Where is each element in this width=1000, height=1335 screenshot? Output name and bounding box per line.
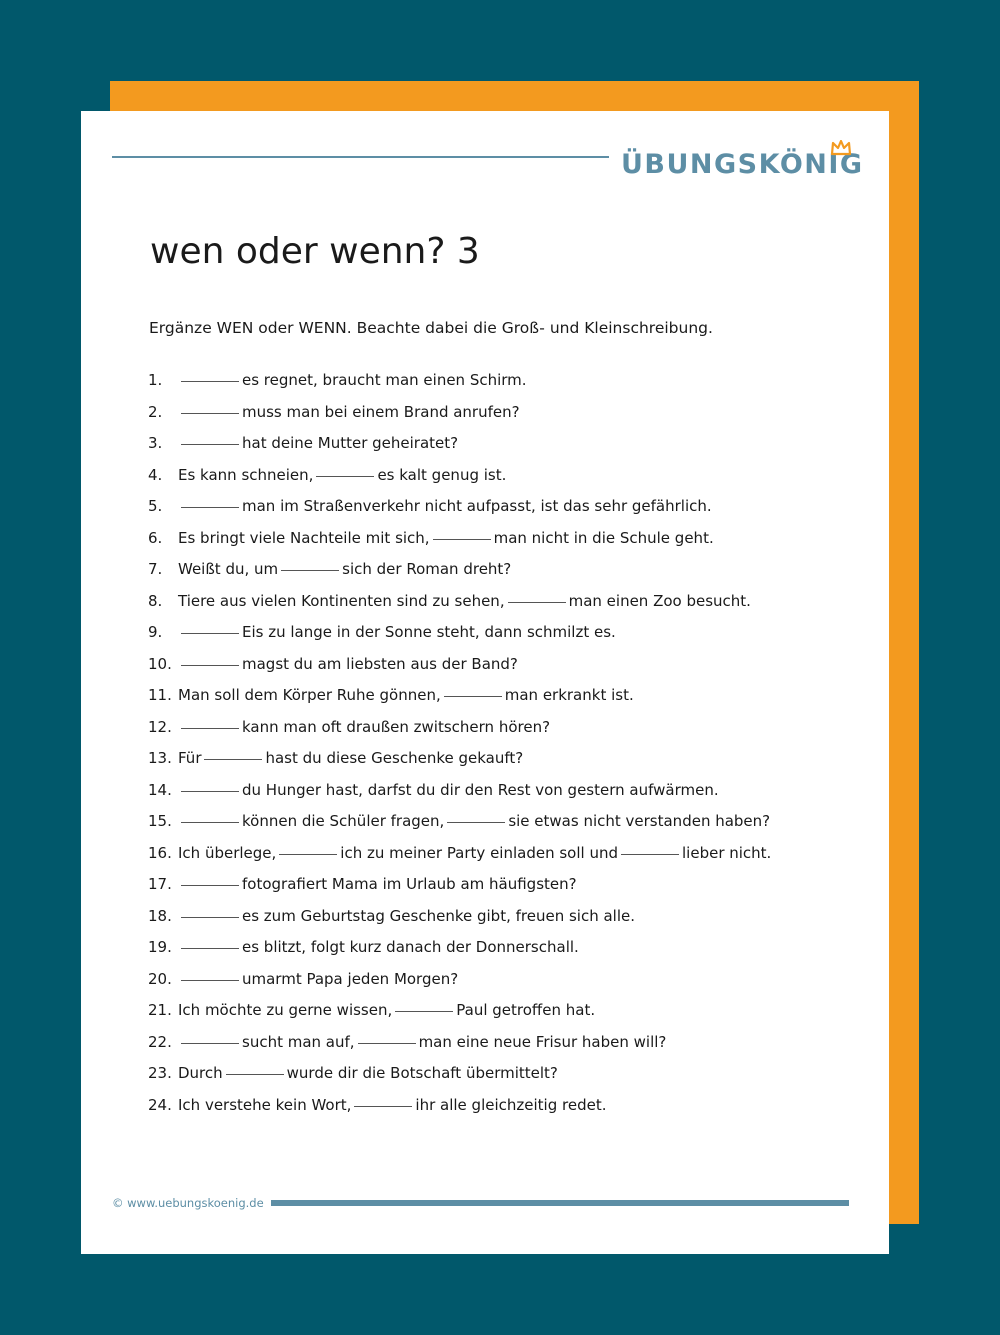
crown-icon bbox=[831, 140, 851, 156]
exercise-number: 3. bbox=[148, 434, 163, 452]
exercise-text: hat deine Mutter geheiratet? bbox=[242, 434, 459, 452]
exercise-text: man einen Zoo besucht. bbox=[568, 591, 751, 610]
footer-url: © www.uebungskoenig.de bbox=[112, 1196, 264, 1210]
exercise-item bbox=[148, 936, 771, 968]
exercise-number: 16. bbox=[148, 843, 172, 862]
exercise-text: man nicht in die Schule geht. bbox=[493, 528, 714, 547]
answer-blank[interactable] bbox=[354, 1105, 412, 1107]
answer-blank[interactable] bbox=[358, 1042, 416, 1044]
exercise-text: fotografiert Mama im Urlaub am häufigsten? bbox=[242, 875, 577, 893]
exercise-text: es regnet, braucht man einen Schirm. bbox=[242, 371, 527, 389]
exercise-text: man eine neue Frisur haben will? bbox=[418, 1032, 667, 1051]
answer-blank[interactable] bbox=[181, 632, 239, 634]
exercise-number: 24. bbox=[148, 1095, 172, 1114]
answer-blank[interactable] bbox=[181, 821, 239, 823]
brand-name: ÜBUNGSKÖNIG bbox=[621, 149, 864, 180]
answer-blank[interactable] bbox=[181, 1042, 239, 1044]
exercise-text: wurde dir die Botschaft übermittelt? bbox=[286, 1064, 558, 1082]
answer-blank[interactable] bbox=[621, 853, 679, 855]
exercise-item bbox=[148, 716, 771, 748]
exercise-text: Für bbox=[178, 749, 202, 767]
answer-blank[interactable] bbox=[204, 758, 262, 760]
exercise-item bbox=[148, 1031, 771, 1063]
exercise-text: können die Schüler fragen, bbox=[242, 812, 445, 830]
exercise-item bbox=[148, 527, 771, 559]
header-rule bbox=[112, 156, 609, 158]
exercise-number: 2. bbox=[148, 402, 163, 421]
exercise-item bbox=[148, 905, 771, 937]
exercise-text: ich zu meiner Party einladen soll und bbox=[340, 843, 618, 862]
exercise-number: 15. bbox=[148, 812, 172, 830]
exercise-number: 19. bbox=[148, 938, 172, 956]
exercise-number: 5. bbox=[148, 497, 163, 515]
exercise-number: 11. bbox=[148, 686, 172, 704]
exercise-number: 4. bbox=[148, 465, 163, 484]
exercise-item bbox=[148, 842, 771, 874]
exercise-text: ihr alle gleichzeitig redet. bbox=[415, 1095, 607, 1114]
answer-blank[interactable] bbox=[281, 569, 339, 571]
answer-blank[interactable] bbox=[181, 884, 239, 886]
exercise-number: 20. bbox=[148, 969, 172, 988]
exercise-item bbox=[148, 621, 771, 653]
exercise-text: muss man bei einem Brand anrufen? bbox=[242, 402, 520, 421]
exercise-text: Man soll dem Körper Ruhe gönnen, bbox=[178, 686, 441, 704]
exercise-number: 6. bbox=[148, 528, 163, 547]
exercise-number: 1. bbox=[148, 371, 163, 389]
exercise-item bbox=[148, 432, 771, 464]
exercise-text: Ich verstehe kein Wort, bbox=[178, 1095, 352, 1114]
exercise-number: 22. bbox=[148, 1032, 172, 1051]
exercise-item bbox=[148, 779, 771, 811]
exercise-text: Es bringt viele Nachteile mit sich, bbox=[178, 528, 430, 547]
exercise-text: Ich überlege, bbox=[178, 843, 277, 862]
answer-blank[interactable] bbox=[508, 601, 566, 603]
exercise-number: 18. bbox=[148, 906, 172, 925]
answer-blank[interactable] bbox=[395, 1010, 453, 1012]
exercise-text: es blitzt, folgt kurz danach der Donnerschall. bbox=[242, 938, 579, 956]
exercise-item bbox=[148, 747, 771, 779]
exercise-text: Tiere aus vielen Kontinenten sind zu sehen, bbox=[178, 591, 505, 610]
exercise-text: es kalt genug ist. bbox=[377, 465, 507, 484]
exercise-text: sucht man auf, bbox=[242, 1032, 355, 1051]
exercise-text: umarmt Papa jeden Morgen? bbox=[242, 969, 459, 988]
answer-blank[interactable] bbox=[181, 916, 239, 918]
exercise-item bbox=[148, 873, 771, 905]
answer-blank[interactable] bbox=[181, 506, 239, 508]
answer-blank[interactable] bbox=[444, 695, 502, 697]
worksheet-page bbox=[81, 111, 889, 1254]
exercise-text: Paul getroffen hat. bbox=[456, 1001, 596, 1019]
exercise-number: 17. bbox=[148, 875, 172, 893]
exercise-number: 8. bbox=[148, 591, 163, 610]
exercise-number: 23. bbox=[148, 1064, 172, 1082]
exercise-text: lieber nicht. bbox=[682, 843, 772, 862]
answer-blank[interactable] bbox=[181, 790, 239, 792]
exercise-text: Es kann schneien, bbox=[178, 465, 314, 484]
instruction-text: Ergänze WEN oder WENN. Beachte dabei die Groß- und Kleinschreibung. bbox=[149, 319, 713, 337]
exercise-text: man erkrankt ist. bbox=[504, 686, 634, 704]
answer-blank[interactable] bbox=[181, 443, 239, 445]
answer-blank[interactable] bbox=[447, 821, 505, 823]
answer-blank[interactable] bbox=[279, 853, 337, 855]
answer-blank[interactable] bbox=[316, 475, 374, 477]
exercise-text: sich der Roman dreht? bbox=[342, 560, 512, 578]
exercise-text: magst du am liebsten aus der Band? bbox=[242, 654, 518, 673]
exercise-number: 14. bbox=[148, 780, 172, 799]
answer-blank[interactable] bbox=[181, 979, 239, 981]
exercise-number: 7. bbox=[148, 560, 163, 578]
exercise-text: hast du diese Geschenke gekauft? bbox=[265, 749, 524, 767]
exercise-text: kann man oft draußen zwitschern hören? bbox=[242, 717, 551, 736]
exercise-text: Durch bbox=[178, 1064, 223, 1082]
answer-blank[interactable] bbox=[181, 412, 239, 414]
exercise-text: es zum Geburtstag Geschenke gibt, freuen sich alle. bbox=[242, 906, 635, 925]
answer-blank[interactable] bbox=[433, 538, 491, 540]
exercise-text: man im Straßenverkehr nicht aufpasst, ist das sehr gefährlich. bbox=[242, 497, 712, 515]
exercise-item bbox=[148, 810, 771, 842]
exercise-item bbox=[148, 401, 771, 433]
exercise-item bbox=[148, 999, 771, 1031]
exercise-text: Eis zu lange in der Sonne steht, dann schmilzt es. bbox=[242, 623, 616, 641]
exercise-item bbox=[148, 1062, 771, 1094]
exercise-number: 9. bbox=[148, 623, 163, 641]
footer-bar bbox=[271, 1200, 849, 1206]
exercise-text: Ich möchte zu gerne wissen, bbox=[178, 1001, 393, 1019]
answer-blank[interactable] bbox=[181, 664, 239, 666]
worksheet-title: wen oder wenn? 3 bbox=[150, 231, 480, 273]
exercise-item bbox=[148, 495, 771, 527]
exercise-item bbox=[148, 684, 771, 716]
exercise-item bbox=[148, 653, 771, 685]
exercise-text: Weißt du, um bbox=[178, 560, 279, 578]
exercise-item bbox=[148, 464, 771, 496]
exercise-number: 10. bbox=[148, 654, 172, 673]
answer-blank[interactable] bbox=[181, 727, 239, 729]
exercise-item bbox=[148, 590, 771, 622]
exercise-text: sie etwas nicht verstanden haben? bbox=[508, 812, 771, 830]
exercise-item bbox=[148, 1094, 771, 1126]
answer-blank[interactable] bbox=[181, 380, 239, 382]
exercise-number: 21. bbox=[148, 1001, 172, 1019]
exercise-item bbox=[148, 968, 771, 1000]
exercise-item bbox=[148, 558, 771, 590]
answer-blank[interactable] bbox=[181, 947, 239, 949]
exercise-text: du Hunger hast, darfst du dir den Rest von gestern aufwärmen. bbox=[242, 780, 719, 799]
exercise-list bbox=[148, 369, 771, 1125]
exercise-number: 12. bbox=[148, 717, 172, 736]
exercise-item bbox=[148, 369, 771, 401]
brand-logo bbox=[621, 143, 864, 183]
exercise-number: 13. bbox=[148, 749, 172, 767]
answer-blank[interactable] bbox=[226, 1073, 284, 1075]
